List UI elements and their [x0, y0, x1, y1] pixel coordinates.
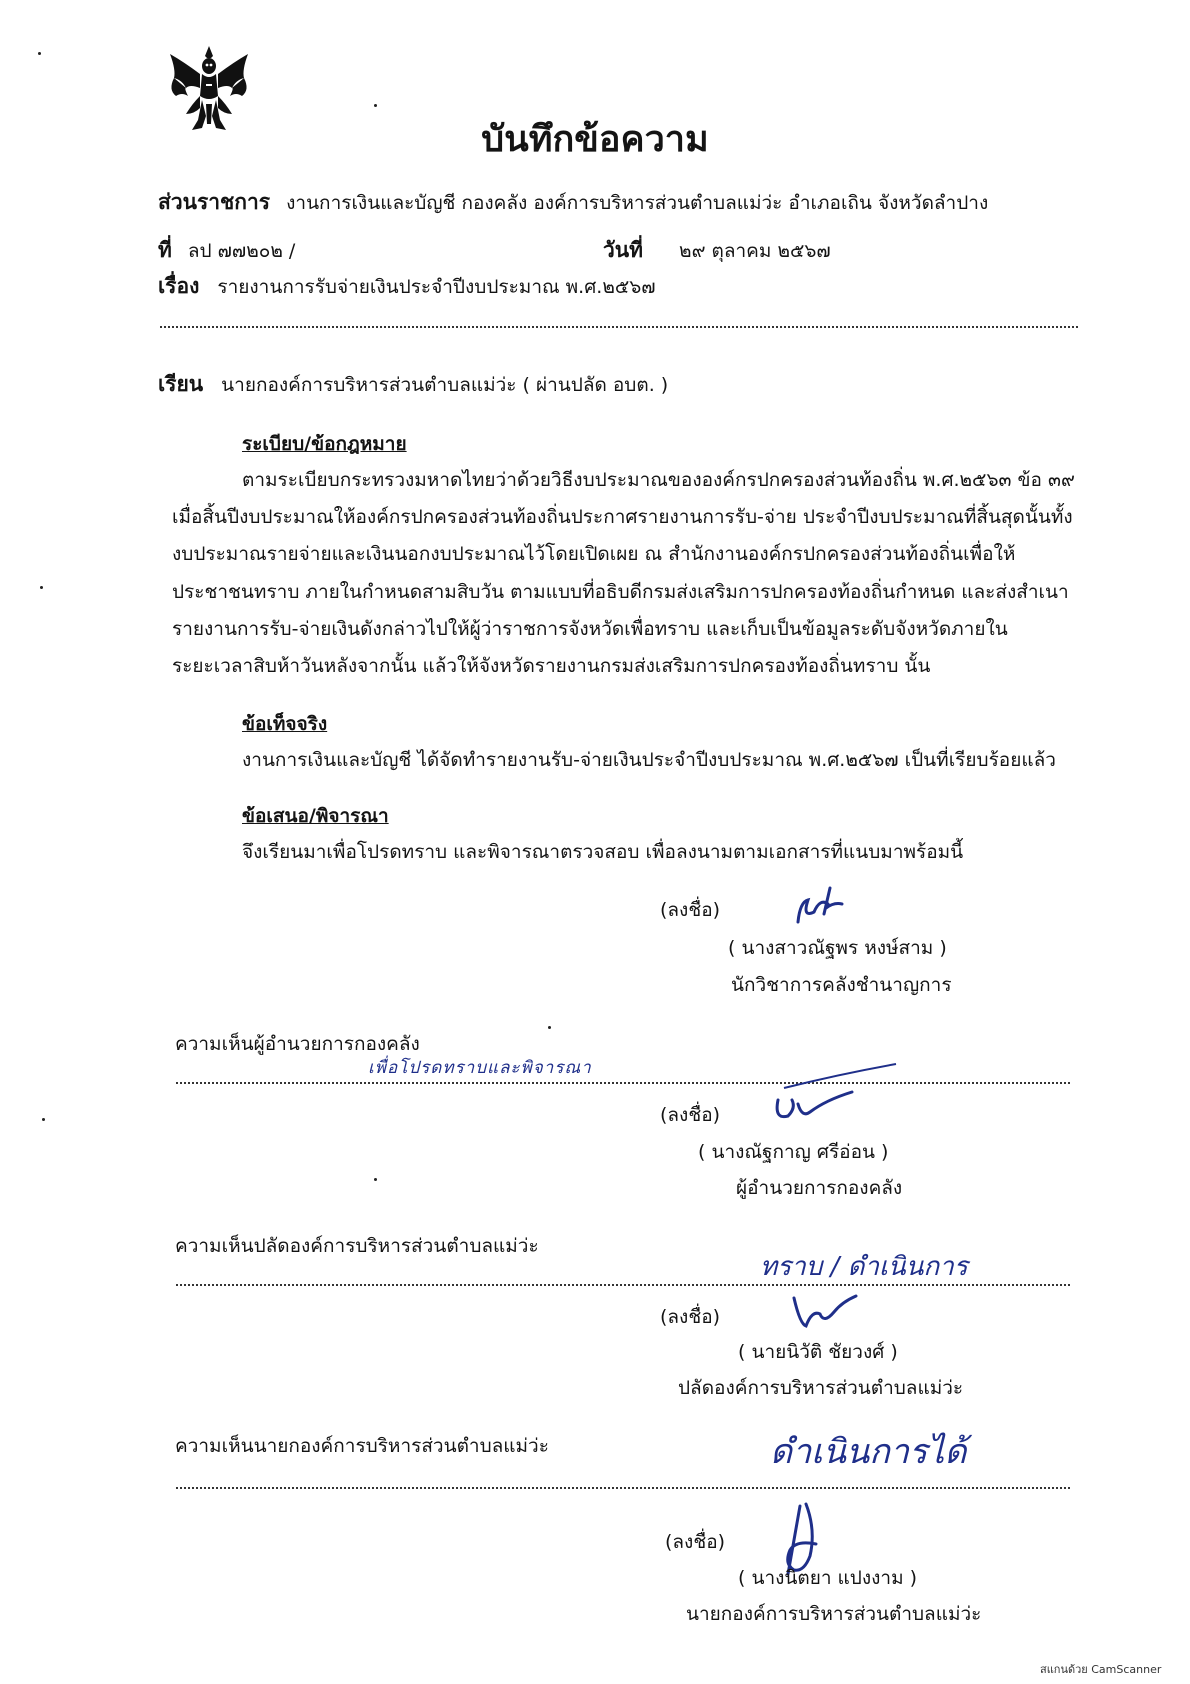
scan-speck: [42, 1118, 45, 1121]
regulation-heading: ระเบียบ/ข้อกฎหมาย: [242, 433, 407, 455]
sign-label: (ลงชื่อ): [660, 899, 721, 921]
to-row: [158, 372, 668, 397]
mayor-opinion-line: [176, 1487, 1070, 1489]
sign-label: (ลงชื่อ): [660, 1306, 721, 1328]
agency-label: ส่วนราชการ: [158, 190, 271, 214]
scanner-watermark: สแกนด้วย CamScanner: [1040, 1663, 1162, 1676]
scan-speck: [374, 1178, 377, 1181]
regulation-line: ระยะเวลาสิบห้าวันหลังจากนั้น แล้วให้จังหวัดรายงานกรมส่งเสริมการปกครองท้องถิ่นทราบ นั้น: [172, 655, 931, 677]
regulation-line: รายงานการรับ-จ่ายเงินดังกล่าวไปให้ผู้ว่าราชการจังหวัดเพื่อทราบ และเก็บเป็นข้อมูลระดับจังหวัดภายใน: [172, 618, 1008, 640]
scan-speck: [374, 104, 377, 107]
signer-position: นักวิชาการคลังชำนาญการ: [731, 974, 952, 996]
signature-3: [790, 1290, 860, 1332]
signer-name: ( นางนิตยา แปงงาม ): [738, 1567, 918, 1589]
mayor-note: ดำเนินการได้: [770, 1432, 967, 1472]
subject-divider: [160, 326, 1078, 328]
signer-position: ผู้อำนวยการกองคลัง: [736, 1177, 903, 1199]
facts-heading: ข้อเท็จจริง: [242, 713, 328, 735]
proposal-text: จึงเรียนมาเพื่อโปรดทราบ และพิจารณาตรวจสอบ เพื่อลงนามตามเอกสารที่แนบมาพร้อมนี้: [242, 841, 964, 863]
director-opinion-line: [176, 1082, 1070, 1084]
regulation-line: เมื่อสิ้นปีงบประมาณให้องค์กรปกครองส่วนท้องถิ่นประกาศรายงานการรับ-จ่าย ประจำปีงบประมาณที่สิ้นสุดนั้นทั้ง: [172, 506, 1073, 528]
facts-text: งานการเงินและบัญชี ได้จัดทำรายงานรับ-จ่ายเงินประจำปีงบประมาณ พ.ศ.๒๕๖๗ เป็นที่เรียบร้อยแล้ว: [242, 749, 1056, 771]
proposal-heading: ข้อเสนอ/พิจารณา: [242, 805, 389, 827]
memo-title: บันทึกข้อความ: [481, 119, 709, 160]
mayor-opinion-label: ความเห็นนายกองค์การบริหารส่วนตำบลแม่ว่ะ: [175, 1435, 549, 1457]
date-label: วันที่: [603, 238, 643, 262]
signature-1: [790, 878, 850, 928]
subject-row: [158, 274, 656, 299]
director-opinion-label: ความเห็นผู้อำนวยการกองคลัง: [175, 1033, 420, 1055]
signer-position: นายกองค์การบริหารส่วนตำบลแม่ว่ะ: [686, 1603, 982, 1625]
clerk-opinion-line: [176, 1284, 1070, 1286]
signer-position: ปลัดองค์การบริหารส่วนตำบลแม่ว่ะ: [678, 1377, 964, 1399]
date-value: ๒๙ ตุลาคม ๒๕๖๗: [679, 240, 831, 262]
signer-name: ( นางณัฐกาญ ศรีอ่อน ): [698, 1141, 889, 1163]
date-row: [603, 238, 831, 263]
agency-row: [158, 190, 988, 215]
subject-label: เรื่อง: [158, 274, 200, 298]
agency-value: งานการเงินและบัญชี กองคลัง องค์การบริหารส่วนตำบลแม่ว่ะ อำเภอเถิน จังหวัดลำปาง: [286, 192, 989, 214]
signer-name: ( นายนิวัติ ชัยวงศ์ ): [738, 1341, 898, 1363]
reference-value: ลป ๗๗๒๐๒ /: [187, 240, 296, 262]
sign-label: (ลงชื่อ): [660, 1104, 721, 1126]
to-label: เรียน: [158, 372, 204, 396]
clerk-note: ทราบ / ดำเนินการ: [760, 1252, 968, 1282]
scan-speck: [548, 1026, 551, 1029]
director-note: เพื่อโปรดทราบและพิจารณา: [368, 1058, 592, 1078]
regulation-line: งบประมาณรายจ่ายและเงินนอกงบประมาณไว้โดยเปิดเผย ณ สำนักงานองค์กรปกครองส่วนท้องถิ่นเพื่อให้: [172, 543, 1016, 565]
subject-value: รายงานการรับจ่ายเงินประจำปีงบประมาณ พ.ศ.๒๕๖๗: [217, 276, 656, 298]
signer-name: ( นางสาวณัฐพร หงษ์สาม ): [728, 937, 947, 959]
regulation-line: ประชาชนทราบ ภายในกำหนดสามสิบวัน ตามแบบที่อธิบดีกรมส่งเสริมการปกครองท้องถิ่นกำหนด และส่งสำเนา: [172, 581, 1069, 603]
reference-label: ที่: [158, 238, 172, 262]
signature-2: [772, 1086, 862, 1126]
sign-label: (ลงชื่อ): [665, 1531, 726, 1553]
scan-speck: [38, 52, 41, 55]
to-value: นายกองค์การบริหารส่วนตำบลแม่ว่ะ ( ผ่านปลัด อบต. ): [221, 374, 669, 396]
regulation-line: ตามระเบียบกระทรวงมหาดไทยว่าด้วยวิธีงบประมาณขององค์กรปกครองส่วนท้องถิ่น พ.ศ.๒๕๖๓ ข้อ ๓๙: [242, 469, 1075, 491]
scan-speck: [40, 586, 43, 589]
clerk-opinion-label: ความเห็นปลัดองค์การบริหารส่วนตำบลแม่ว่ะ: [175, 1235, 539, 1257]
reference-row: [158, 238, 295, 263]
